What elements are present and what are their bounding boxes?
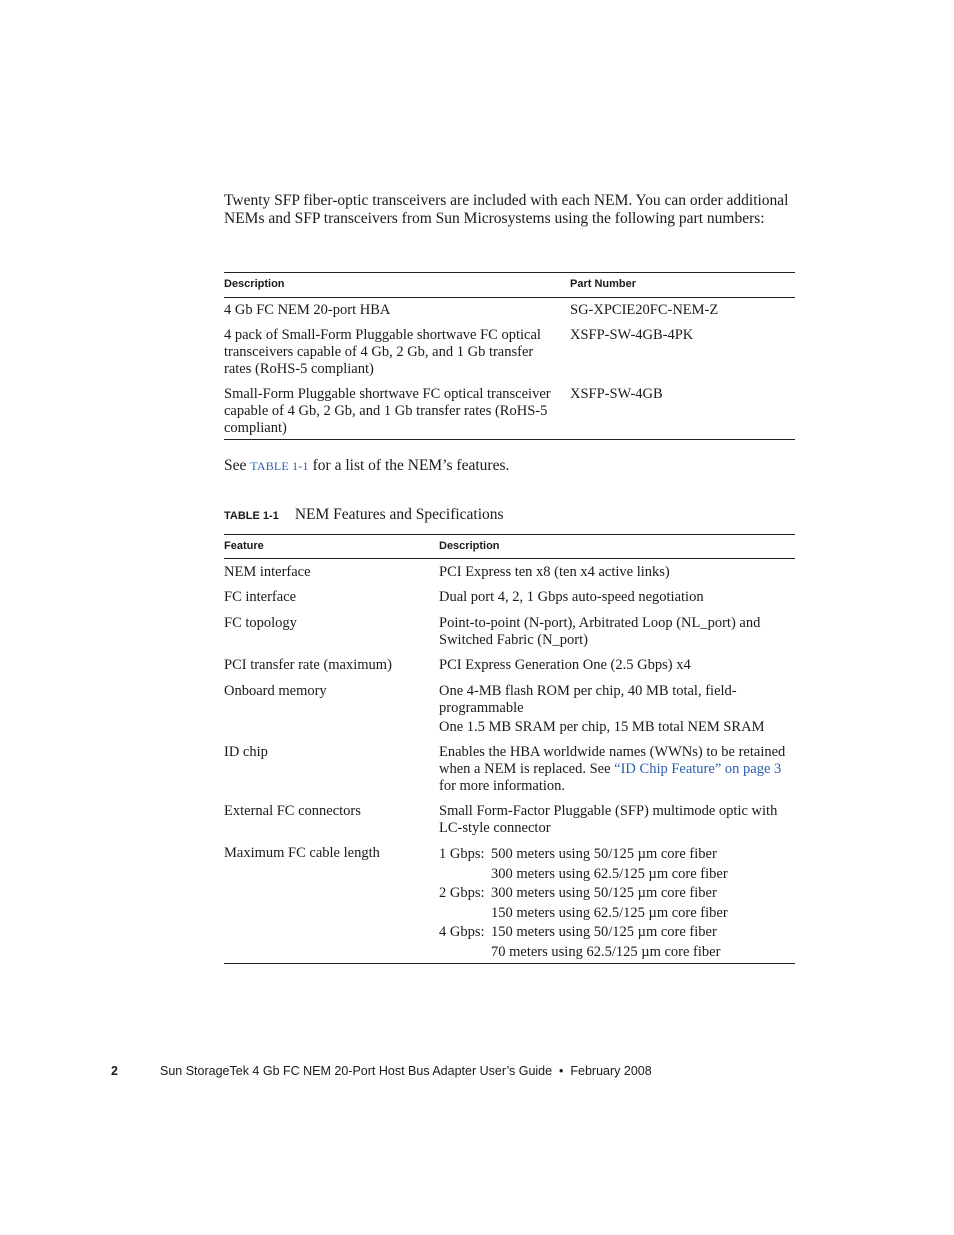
feature-cell: ID chip (224, 744, 268, 760)
id-chip-feature-link[interactable]: “ID Chip Feature” on page 3 (614, 761, 782, 777)
see-suffix: for a list of the NEM’s features. (308, 457, 510, 474)
table-caption-title: NEM Features and Specifications (294, 506, 504, 523)
cable-length-list (439, 845, 799, 962)
cable-line: 150 meters using 62.5/125 µm core fiber (491, 904, 728, 921)
cable-line: 300 meters using 62.5/125 µm core fiber (491, 865, 728, 882)
parts-number-cell: XSFP-SW-4GB-4PK (570, 327, 694, 343)
feature-description-cell: One 1.5 MB SRAM per chip, 15 MB total NEM SRAM (439, 719, 765, 735)
features-table-header-rule (224, 558, 795, 559)
intro-paragraph: Twenty SFP fiber-optic transceivers are included with each NEM. You can order additional NEMs and SFP transceivers from Sun Microsystems using the following part numbers: (224, 192, 789, 227)
cable-speed-group (439, 923, 799, 962)
parts-description-cell: Small-Form Pluggable shortwave FC optical transceiver capable of 4 Gb, 2 Gb, and 1 Gb transfer rates (RoHS-5 compliant) (224, 386, 551, 436)
features-table-top-rule (224, 534, 795, 535)
parts-number-cell: SG-XPCIE20FC-NEM-Z (570, 302, 719, 318)
cable-speed-group (439, 884, 799, 923)
feature-description-cell: Small Form-Factor Pluggable (SFP) multimode optic with LC-style connector (439, 803, 778, 836)
cable-speed-label: 1 Gbps: (439, 846, 485, 862)
id-chip-text-suffix: for more information. (439, 778, 566, 794)
cable-line-text: 150 meters using 50/125 µm core fiber (491, 924, 717, 940)
cable-speed-label: 2 Gbps: (439, 885, 485, 901)
cable-line: 70 meters using 62.5/125 µm core fiber (491, 943, 721, 960)
table-1-1-link[interactable]: TABLE 1-1 (250, 459, 309, 473)
page-footer (111, 1064, 652, 1078)
feature-description-cell: PCI Express ten x8 (ten x4 active links) (439, 564, 670, 580)
parts-table-top-rule (224, 272, 795, 273)
parts-number-cell: XSFP-SW-4GB (570, 386, 663, 402)
parts-header-description: Description (224, 278, 285, 290)
cable-line-text: 500 meters using 50/125 µm core fiber (491, 846, 717, 862)
cable-line-text: 300 meters using 50/125 µm core fiber (491, 885, 717, 901)
feature-cell: NEM interface (224, 564, 311, 580)
see-table-line (224, 457, 509, 475)
parts-description-cell: 4 pack of Small-Form Pluggable shortwave FC optical transceivers capable of 4 Gb, 2 Gb, and 1 Gb transfer rates (RoHS-5 compliant) (224, 327, 541, 377)
footer-title: Sun StorageTek 4 Gb FC NEM 20-Port Host Bus Adapter User’s Guide (160, 1064, 553, 1078)
feature-description-cell: PCI Express Generation One (2.5 Gbps) x4 (439, 657, 691, 673)
table-caption (224, 506, 504, 525)
parts-table-bottom-rule (224, 439, 795, 440)
cable-line (439, 923, 799, 943)
cable-line (439, 845, 799, 865)
cable-speed-group (439, 845, 799, 884)
parts-description-cell: 4 Gb FC NEM 20-port HBA (224, 302, 391, 318)
feature-description-cell: Dual port 4, 2, 1 Gbps auto-speed negotiation (439, 589, 704, 605)
feature-cell: Onboard memory (224, 683, 327, 699)
footer-separator: • (559, 1064, 564, 1078)
feature-cell: FC interface (224, 589, 297, 605)
feature-cell: Maximum FC cable length (224, 845, 380, 861)
feature-description-cell (439, 744, 799, 795)
feature-cell: FC topology (224, 615, 297, 631)
feature-cell: External FC connectors (224, 803, 361, 819)
features-table-bottom-rule (224, 963, 795, 964)
feature-description-cell: Point-to-point (N-port), Arbitrated Loop (NL_port) and Switched Fabric (N_port) (439, 615, 761, 648)
features-header-description: Description (439, 540, 500, 552)
id-chip-text: Enables the HBA worldwide names (WWNs) to be retained when a NEM is replaced. See (439, 744, 786, 777)
see-prefix: See (224, 457, 251, 474)
footer-date: February 2008 (570, 1064, 652, 1078)
feature-description-cell: One 4-MB flash ROM per chip, 40 MB total, field-programmable (439, 683, 737, 716)
page-number: 2 (111, 1064, 118, 1078)
parts-header-part-number: Part Number (570, 278, 637, 290)
feature-cell: PCI transfer rate (maximum) (224, 657, 392, 673)
table-caption-label: TABLE 1-1 (224, 510, 279, 522)
parts-table-header-rule (224, 297, 795, 298)
cable-line (439, 884, 799, 904)
cable-speed-label: 4 Gbps: (439, 924, 485, 940)
features-header-feature: Feature (224, 540, 264, 552)
